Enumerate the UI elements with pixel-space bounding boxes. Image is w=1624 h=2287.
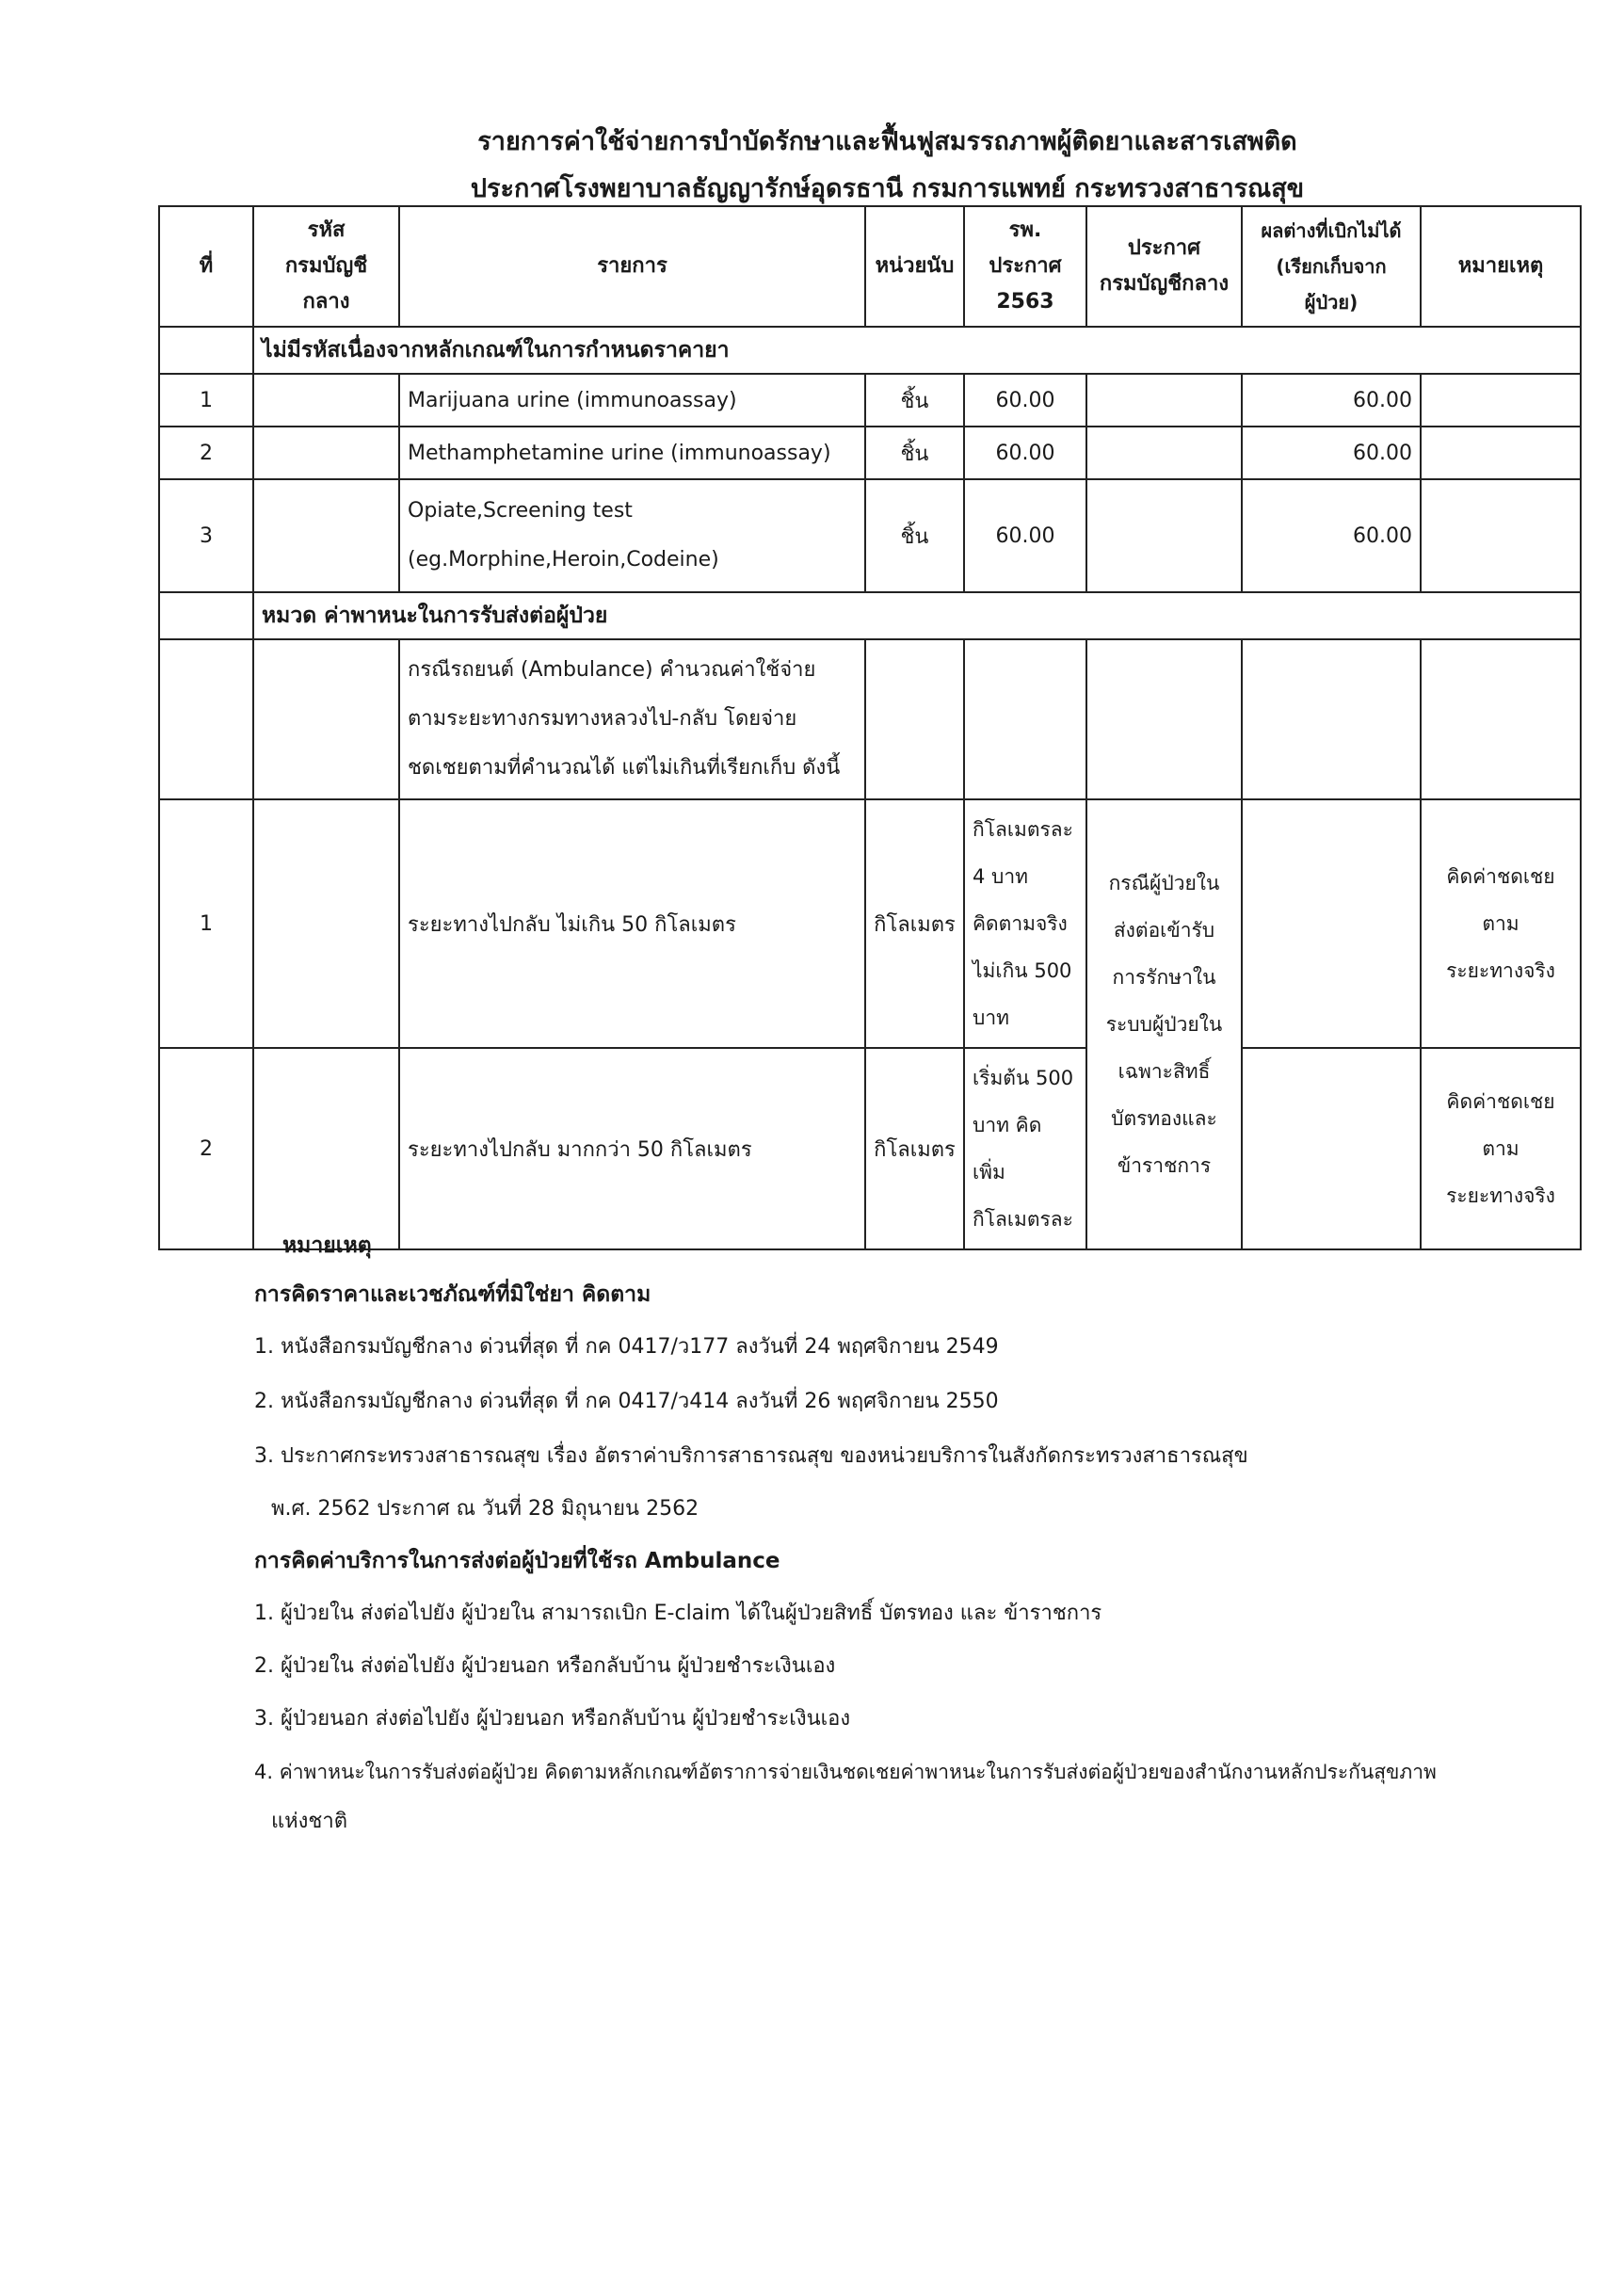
row-item: Marijuana urine (immunoassay) <box>399 374 865 427</box>
note-item: 3. ผู้ป่วยนอก ส่งต่อไปยัง ผู้ป่วยนอก หรือกลับบ้าน ผู้ป่วยชำระเงินเอง <box>254 1707 851 1731</box>
row-no: 2 <box>159 1048 253 1249</box>
row-remark: คิดค่าชดเชย ตาม ระยะทางจริง <box>1421 799 1581 1048</box>
note-item-cont: พ.ศ. 2562 ประกาศ ณ วันที่ 28 มิถุนายน 2562 <box>271 1497 699 1521</box>
section1-title: ไม่มีรหัสเนื่องจากหลักเกณฑ์ในการกำหนดราคายา <box>253 327 1581 374</box>
table-row <box>159 639 1581 799</box>
header-cgd-price: ประกาศ กรมบัญชีกลาง <box>1086 206 1242 327</box>
row-no: 1 <box>159 374 253 427</box>
header-no: ที่ <box>159 206 253 327</box>
header-difference: ผลต่างที่เบิกไม่ได้ (เรียกเก็บจาก ผู้ป่วย) <box>1242 206 1421 327</box>
cgd-note: กรณีผู้ป่วยใน ส่งต่อเข้ารับ การรักษาใน ระบบผู้ป่วยใน เฉพาะสิทธิ์ บัตรทองและ ข้าราชการ <box>1086 799 1242 1249</box>
notes-sub1: การคิดราคาและเวชภัณฑ์ที่มิใช่ยา คิดตาม <box>254 1282 651 1307</box>
note-item: 2. ผู้ป่วยใน ส่งต่อไปยัง ผู้ป่วยนอก หรือกลับบ้าน ผู้ป่วยชำระเงินเอง <box>254 1654 836 1678</box>
document-title: รายการค่าใช้จ่ายการบำบัดรักษาและฟื้นฟูสมรรถภาพผู้ติดยาและสารเสพติด <box>477 127 1297 156</box>
price-table <box>158 205 1582 1250</box>
header-code: รหัส กรมบัญชีกลาง <box>253 206 399 327</box>
row-item: ระยะทางไปกลับ มากกว่า 50 กิโลเมตร <box>399 1048 865 1249</box>
table-row <box>159 374 1581 427</box>
row-unit: ชิ้น <box>865 479 964 592</box>
header-remark: หมายเหตุ <box>1421 206 1581 327</box>
section-row <box>159 327 1581 374</box>
header-hospital-price: รพ. ประกาศ 2563 <box>964 206 1086 327</box>
table-row <box>159 479 1581 592</box>
notes-section <box>254 1222 1553 1845</box>
row-diff: 60.00 <box>1242 427 1421 479</box>
row-diff: 60.00 <box>1242 479 1421 592</box>
section-row <box>159 592 1581 639</box>
row-remark: คิดค่าชดเชย ตาม ระยะทางจริง <box>1421 1048 1581 1249</box>
row-item: Methamphetamine urine (immunoassay) <box>399 427 865 479</box>
row-no: 3 <box>159 479 253 592</box>
row-item: ระยะทางไปกลับ ไม่เกิน 50 กิโลเมตร <box>399 799 865 1048</box>
row-unit: กิโลเมตร <box>865 799 964 1048</box>
header-unit: หน่วยนับ <box>865 206 964 327</box>
notes-sub2: การคิดค่าบริการในการส่งต่อผู้ป่วยที่ใช้รถ Ambulance <box>254 1549 780 1573</box>
row-no: 2 <box>159 427 253 479</box>
section2-title: หมวด ค่าพาหนะในการรับส่งต่อผู้ป่วย <box>253 592 1581 639</box>
row-diff: 60.00 <box>1242 374 1421 427</box>
note-item: 3. ประกาศกระทรวงสาธารณสุข เรื่อง อัตราค่าบริการสาธารณสุข ของหน่วยบริการในสังกัดกระทรวงสาธารณสุข <box>254 1444 1248 1468</box>
note-item: 2. หนังสือกรมบัญชีกลาง ด่วนที่สุด ที่ กค 0417/ว414 ลงวันที่ 26 พฤศจิกายน 2550 <box>254 1390 999 1413</box>
row-price: 60.00 <box>964 374 1086 427</box>
row-unit: ชิ้น <box>865 374 964 427</box>
note-item-cont: แห่งชาติ <box>271 1810 347 1833</box>
row-price: เริ่มต้น 500 บาท คิด เพิ่ม กิโลเมตรละ <box>964 1048 1086 1249</box>
table-row <box>159 799 1581 1048</box>
document-subtitle: ประกาศโรงพยาบาลธัญญารักษ์อุดรธานี กรมการแพทย์ กระทรวงสาธารณสุข <box>470 174 1305 203</box>
note-item: 4. ค่าพาหนะในการรับส่งต่อผู้ป่วย คิดตามหลักเกณฑ์อัตราการจ่ายเงินชดเชยค่าพาหนะในการรับส่งต่อผู้ป่วยของสำนักงานหลักประกันสุขภาพ <box>254 1761 1437 1783</box>
row-price: กิโลเมตรละ 4 บาท คิดตามจริง ไม่เกิน 500 บาท <box>964 799 1086 1048</box>
note-item: 1. ผู้ป่วยใน ส่งต่อไปยัง ผู้ป่วยใน สามารถเบิก E-claim ได้ในผู้ป่วยสิทธิ์ บัตรทอง และ ข้าราชการ <box>254 1602 1102 1625</box>
table-row <box>159 1048 1581 1249</box>
note-item: 1. หนังสือกรมบัญชีกลาง ด่วนที่สุด ที่ กค 0417/ว177 ลงวันที่ 24 พฤศจิกายน 2549 <box>254 1335 999 1359</box>
header-item: รายการ <box>399 206 865 327</box>
row-no: 1 <box>159 799 253 1048</box>
row-unit: กิโลเมตร <box>865 1048 964 1249</box>
row-price: 60.00 <box>964 427 1086 479</box>
table-header-row <box>159 206 1581 327</box>
row-unit: ชิ้น <box>865 427 964 479</box>
table-row <box>159 427 1581 479</box>
row-price: 60.00 <box>964 479 1086 592</box>
ambulance-intro: กรณีรถยนต์ (Ambulance) คำนวณค่าใช้จ่าย ตามระยะทางกรมทางหลวงไป-กลับ โดยจ่าย ชดเชยตามที่คำนวณได้ แต่ไม่เกินที่เรียกเก็บ ดังนี้ <box>399 639 865 799</box>
notes-heading: หมายเหตุ <box>282 1233 372 1258</box>
row-item: Opiate,Screening test (eg.Morphine,Heroin,Codeine) <box>399 479 865 592</box>
